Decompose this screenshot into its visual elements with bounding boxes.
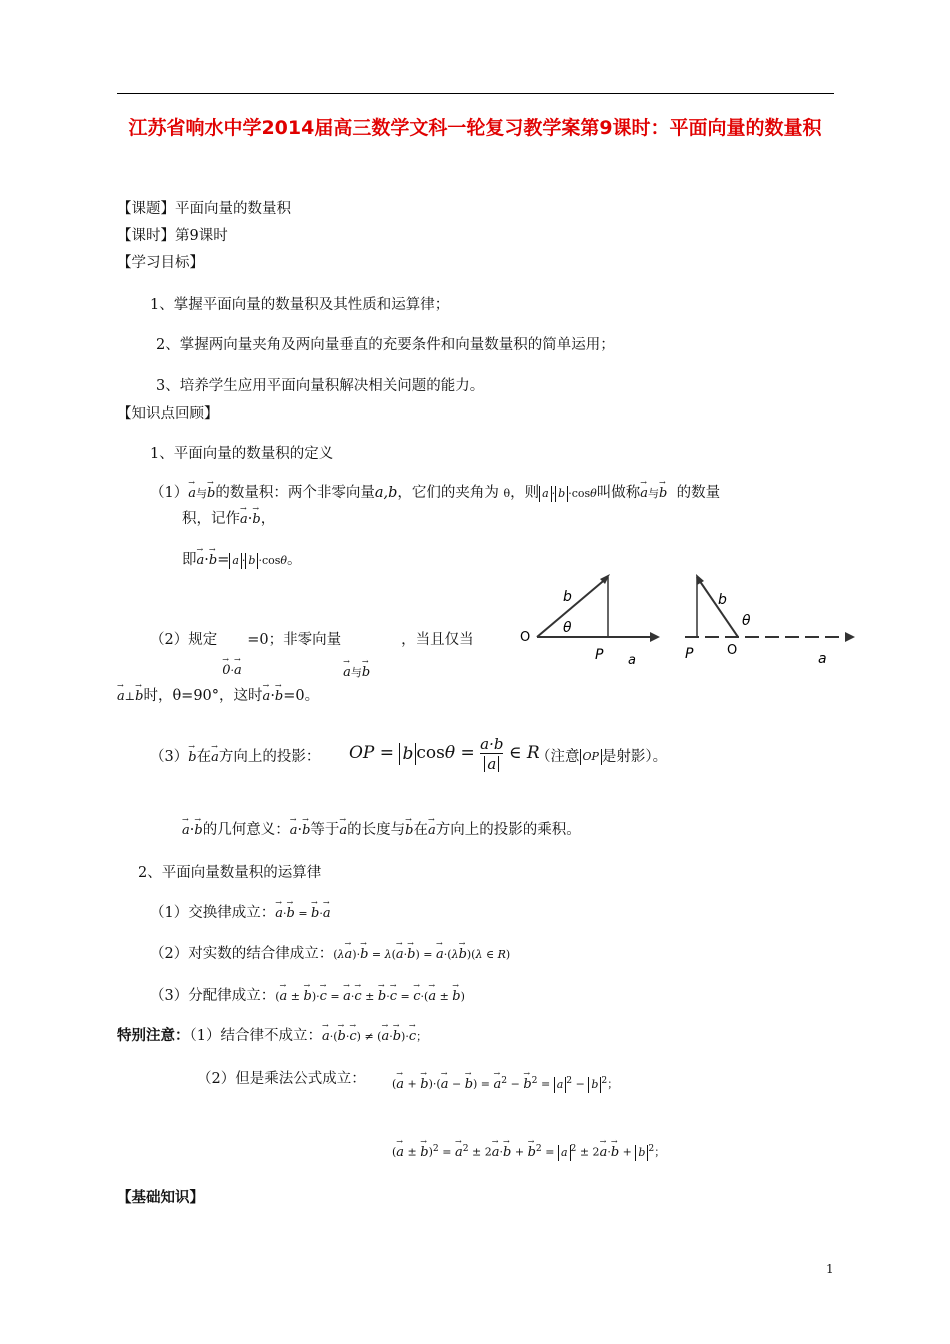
def1-text3: ，则: [510, 485, 540, 501]
vector-a: → a: [263, 690, 271, 703]
def1-and: 与: [196, 487, 207, 500]
def2-prefix: （2）规定: [150, 632, 218, 648]
period-value: 第9课时: [175, 228, 228, 244]
def3-note: （注意: [536, 749, 580, 765]
def2-line2-text: 时，θ=90°，这时: [143, 688, 263, 704]
def2-line2-end: =0。: [283, 688, 320, 704]
label-a: a: [628, 653, 636, 668]
document-title: 江苏省响水中学2014届高三数学文科一轮复习教学案第9课时：平面向量的数量积: [128, 117, 822, 139]
label-P: P: [685, 646, 694, 662]
vector-b: → b: [135, 690, 143, 703]
vector-b: → b: [207, 487, 215, 500]
label-theta: θ: [742, 613, 751, 629]
def1-text4: 叫做称: [596, 485, 641, 501]
formula-square-of-sum: (→ a ± → b)$^2$ = → $a^2 \pm 2\to a\cdot\to b$ + → $b^2 = a$ $^2$ ± 2→ a·→ b + b $^2$；: [392, 1143, 665, 1161]
goal-item: 3、培养学生应用平面向量积解决相关问题的能力。: [156, 378, 485, 394]
special-note-1: [117, 1024, 427, 1045]
definition-2-line-1: （2）规定 → 0·→ a =0；非零向量 → a与→ b ，当且仅当: [150, 628, 474, 649]
label-b: b: [718, 592, 727, 608]
def1-line3-prefix: 即: [182, 552, 197, 568]
arrowhead-icon: [845, 632, 855, 642]
definition-1-line-1: （1）→ a与→ b的数量积：两个非零向量a,b，它们的夹角为 θ，则 a · b ·cosθ叫做称→ a与→ b 的数量: [150, 481, 720, 502]
special-note-2: （2）但是乘法公式成立：: [197, 1071, 366, 1087]
geo-text5: 方向上的投影的乘积。: [435, 822, 581, 838]
label-b: b: [563, 589, 572, 605]
law2-label: （2）对实数的结合律成立：: [150, 946, 334, 962]
law-commutative: [150, 901, 331, 922]
vector-a: → a: [640, 487, 648, 500]
topic-line: [117, 197, 291, 218]
law2-formula: (λ→ a)·→ b = λ(→ a·→ b) = → a·(λ→ b)(λ ∈ R): [333, 948, 510, 961]
law-distributive: [150, 984, 465, 1005]
label-theta: θ: [563, 620, 572, 636]
label-a: a: [818, 651, 827, 667]
vector-b: → b: [659, 487, 667, 500]
figure-obtuse-angle: [680, 570, 860, 670]
goal-item: 1、掌握平面向量的数量积及其性质和运算律；: [150, 297, 450, 313]
def3-text2: 方向上的投影：: [218, 749, 321, 765]
def3-note2: 是射影）。: [601, 749, 668, 765]
period-line: [117, 224, 228, 245]
special1-formula: → a·(→ b·→ c) ≠ (→ a·→ b)·→ c；: [322, 1030, 427, 1043]
topic-value: 平面向量的数量积: [175, 201, 291, 217]
vector-a: → a: [240, 513, 248, 526]
vector-a: → a: [117, 690, 125, 703]
goals-label: 【学习目标】: [117, 255, 204, 271]
figure-acute-angle: [515, 570, 665, 670]
geo-text3: 的长度与: [347, 822, 406, 838]
projection-note: （注意 OP 是射影）。: [536, 749, 668, 765]
vector-b: → b: [252, 513, 260, 526]
vector-a: → a: [188, 487, 196, 500]
def1-text2: ，它们的夹角为: [397, 485, 499, 501]
geometric-meaning: → a·→ b的几何意义：→ a·→ b等于→ a的长度与→ b在→ a方向上的投影的乘积。: [182, 818, 581, 839]
def1-theta: θ: [503, 487, 511, 500]
period-label: 【课时】: [117, 228, 175, 244]
label-P: P: [595, 647, 604, 663]
formula-ab: a,b: [374, 485, 398, 501]
label-O: O: [727, 643, 738, 658]
section-1-title: 1、平面向量的数量积的定义: [150, 446, 334, 462]
def1-text5: 的数量: [676, 485, 721, 501]
def1-line3-suffix: 。: [287, 552, 302, 568]
def1-text1: 的数量积：两个非零向量: [215, 485, 375, 501]
review-label: 【知识点回顾】: [117, 406, 219, 422]
geo-text4: 在: [413, 822, 428, 838]
arrowhead-icon: [650, 632, 660, 642]
header-rule: [117, 93, 834, 94]
vector-b: → b: [209, 554, 217, 567]
geo-text2: 等于: [310, 822, 340, 838]
formula-difference-of-squares: (→ a + → b)·(→ a − → b) = → $a^2$ − → $b^2 = a$ $^2$ − b $^2$；: [392, 1075, 618, 1093]
projection-formula: OP = b cosθ = $\frac{a\cdot b}{a}$ ∈ R: [349, 735, 540, 773]
definition-1-line-3: 即→ a·→ b= a · b ·cosθ。: [182, 548, 302, 569]
section-2-title: 2、平面向量数量积的运算律: [138, 865, 322, 881]
definition-1-line-2: 积，记作→ a·→ b，: [182, 507, 275, 528]
definition-2-line-2: → a⊥→ b时，θ=90°，这时→ a·→ b=0。: [117, 684, 319, 705]
def1-prefix: （1）: [150, 485, 189, 501]
def2-text1: =0；非零向量: [247, 632, 342, 648]
def1-text6: 积，记作: [182, 511, 240, 527]
special1-text: （1）结合律不成立：: [189, 1028, 322, 1044]
law1-formula: → a·→ b = → b·→ a: [275, 907, 330, 920]
page-number: 1: [826, 1262, 834, 1276]
def3-text1: 在: [196, 749, 212, 765]
topic-label: 【课题】: [117, 201, 175, 217]
def2-text2: ，当且仅当: [401, 632, 474, 648]
figure-vector-b-line: [537, 577, 608, 637]
definition-3: [150, 745, 320, 766]
law3-formula: (→ a ± → b)·→ c = → a·→ c ± → b·→ c = → c·(→ a ± → b): [275, 990, 465, 1003]
special-label: 特别注意：: [117, 1027, 190, 1044]
law1-label: （1）交换律成立：: [150, 905, 276, 921]
vector-b: → b: [275, 690, 283, 703]
formula-abs-cos: a · b ·cosθ: [539, 487, 597, 500]
def3-prefix: （3）: [150, 749, 189, 765]
vector-a: → a: [197, 554, 205, 567]
geo-text1: 的几何意义：: [202, 822, 290, 838]
goal-item: 2、掌握两向量夹角及两向量垂直的充要条件和向量数量积的简单运用；: [156, 337, 615, 353]
law3-label: （3）分配律成立：: [150, 988, 276, 1004]
law-associative: [150, 942, 510, 963]
basic-knowledge-label: 【基础知识】: [117, 1189, 204, 1206]
label-O: O: [520, 630, 531, 645]
vector-a: → a: [211, 751, 219, 764]
vector-b: → b: [188, 751, 196, 764]
